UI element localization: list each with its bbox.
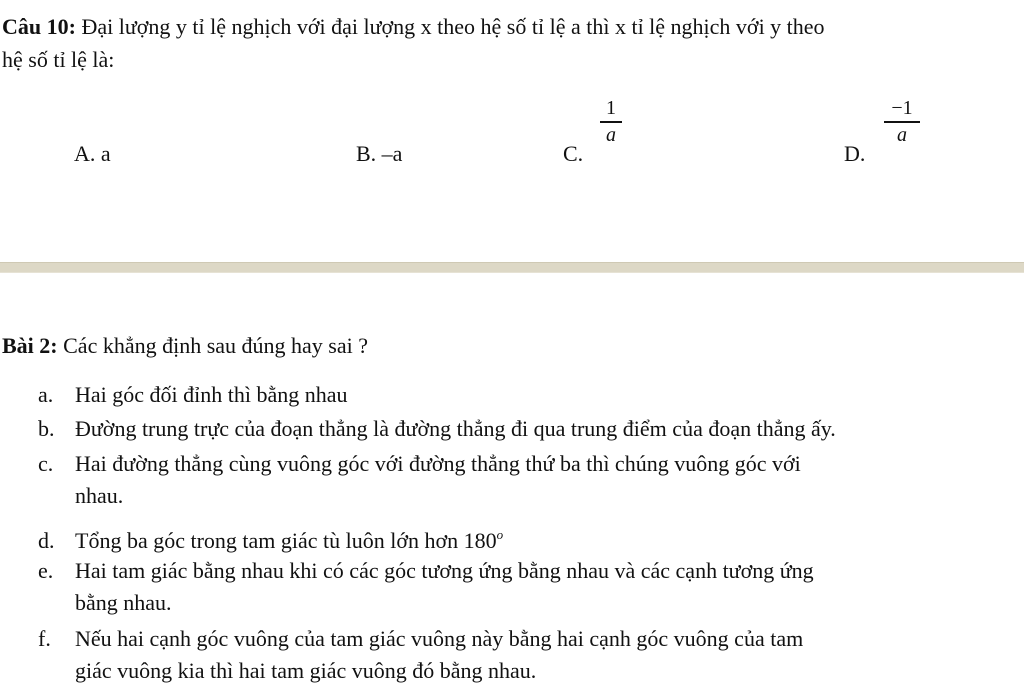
statement-marker: e. bbox=[38, 558, 54, 583]
option-d-fraction bbox=[884, 96, 920, 146]
option-d-label: D. bbox=[844, 141, 866, 166]
statement-a bbox=[38, 380, 348, 410]
exercise-2-label: Bài 2: bbox=[2, 333, 58, 358]
statement-marker: c. bbox=[38, 451, 54, 476]
question-10-line-2: hệ số tỉ lệ là: bbox=[2, 47, 115, 72]
section-divider bbox=[0, 262, 1024, 273]
statement-c bbox=[38, 449, 801, 479]
statement-marker: b. bbox=[38, 416, 55, 441]
statement-marker: d. bbox=[38, 528, 55, 553]
statement-e-continued: bằng nhau. bbox=[75, 590, 172, 615]
statement-text: Hai tam giác bằng nhau khi có các góc tương ứng bằng nhau và các cạnh tương ứng bbox=[75, 558, 814, 583]
question-10-text: Đại lượng y tỉ lệ nghịch với đại lượng x theo hệ số tỉ lệ a thì x tỉ lệ nghịch với y theo bbox=[75, 14, 825, 39]
angle-value: 180 bbox=[463, 528, 497, 553]
question-10-line-1 bbox=[2, 12, 1024, 42]
exercise-2-text: Các khẳng định sau đúng hay sai ? bbox=[57, 333, 368, 358]
option-c-denominator: a bbox=[606, 123, 616, 146]
statement-e bbox=[38, 556, 814, 586]
option-c-numerator: 1 bbox=[606, 97, 616, 119]
statement-c-continued: nhau. bbox=[75, 483, 124, 508]
option-c-label: C. bbox=[563, 141, 584, 166]
statement-text: Đường trung trực của đoạn thẳng là đường thẳng đi qua trung điểm của đoạn thẳng ấy. bbox=[75, 416, 836, 441]
statement-f bbox=[38, 624, 803, 654]
degree-symbol: o bbox=[496, 527, 504, 542]
fraction-bar bbox=[600, 121, 622, 123]
option-c-fraction bbox=[600, 96, 622, 146]
statement-marker: a. bbox=[38, 382, 54, 407]
statement-f-continued: giác vuông kia thì hai tam giác vuông đó bằng nhau. bbox=[75, 658, 537, 683]
question-10-label: Câu 10: bbox=[2, 14, 76, 39]
option-a: A. a bbox=[74, 141, 111, 166]
statement-text: Nếu hai cạnh góc vuông của tam giác vuông này bằng hai cạnh góc vuông của tam bbox=[75, 626, 804, 651]
statement-text: Tổng ba góc trong tam giác tù luôn lớn hơn bbox=[75, 528, 464, 553]
fraction-bar bbox=[884, 121, 920, 123]
option-b: B. –a bbox=[356, 141, 403, 166]
exercise-2-title bbox=[2, 331, 368, 361]
statement-b bbox=[38, 414, 836, 444]
statement-marker: f. bbox=[38, 626, 51, 651]
statement-text: Hai đường thẳng cùng vuông góc với đường thẳng thứ ba thì chúng vuông góc với bbox=[75, 451, 801, 476]
statement-d bbox=[38, 520, 503, 556]
statement-text: Hai góc đối đỉnh thì bằng nhau bbox=[75, 382, 348, 407]
option-d-numerator: −1 bbox=[891, 97, 913, 119]
option-d-denominator: a bbox=[897, 123, 907, 146]
